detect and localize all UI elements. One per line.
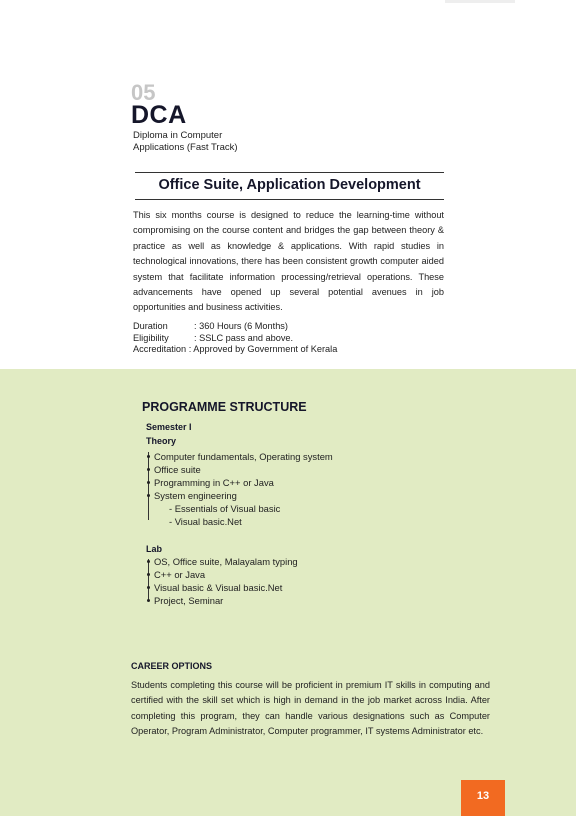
lab-item-text: Project, Seminar (154, 595, 224, 606)
theory-heading: Theory (146, 436, 177, 446)
semester-label: Semester I (146, 422, 192, 432)
detail-label: Accreditation (133, 344, 187, 354)
lab-item (154, 582, 282, 593)
detail-accreditation (133, 344, 337, 356)
title-bottom-rule (135, 199, 444, 200)
bullet-dot-icon (147, 599, 150, 602)
theory-item-text: Computer fundamentals, Operating system (154, 451, 333, 462)
bullet-dot-icon (147, 560, 150, 563)
theory-item-text: Office suite (154, 464, 201, 475)
theory-item (154, 490, 237, 501)
theory-item (154, 477, 274, 488)
detail-value: : Approved by Government of Kerala (188, 344, 338, 354)
course-number: 05 (131, 80, 156, 105)
bullet-dot-icon (147, 468, 150, 471)
lab-timeline-line (148, 559, 149, 601)
lab-item (154, 569, 205, 580)
lab-item (154, 556, 298, 567)
career-options-heading: CAREER OPTIONS (131, 661, 213, 671)
theory-item (154, 464, 201, 475)
detail-value: : SSLC pass and above. (194, 332, 294, 343)
course-title: Office Suite, Application Development (158, 177, 421, 193)
theory-timeline-line (148, 452, 149, 520)
course-description: This six months course is designed to reduce the learning-time without compromising on the course content and bridges the gap between theory & practice as well as knowledge & applications. With rapid studies in technological innovations, there has been consistent growth computer aided system that facilitate information processing/retrieval operations. These advancements have opened up several potential avenues in job opportunities and business activities. (133, 210, 444, 313)
programme-panel (0, 369, 576, 816)
bullet-dot-icon (147, 494, 150, 497)
theory-sub-item: - Visual basic.Net (169, 516, 242, 527)
theory-item-text: System engineering (154, 490, 237, 501)
theory-item (154, 451, 333, 462)
lab-item-text: Visual basic & Visual basic.Net (154, 582, 283, 593)
page-number: 13 (476, 790, 490, 802)
title-top-rule (135, 172, 444, 173)
theory-item-text: Programming in C++ or Java (154, 477, 274, 488)
programme-structure-heading: PROGRAMME STRUCTURE (142, 400, 307, 414)
detail-label: Duration (133, 321, 168, 331)
lab-item-text: OS, Office suite, Malayalam typing (154, 556, 298, 567)
bullet-dot-icon (147, 455, 150, 458)
detail-value: : 360 Hours (6 Months) (194, 321, 288, 331)
bullet-dot-icon (147, 586, 150, 589)
page-number-badge (461, 780, 505, 816)
detail-duration (133, 321, 337, 333)
course-code: DCA (131, 101, 187, 129)
lab-heading: Lab (146, 544, 163, 554)
lab-item (154, 595, 223, 606)
career-options-text: Students completing this course will be proficient in premium IT skills in computing and certified with the skill set which is high in demand in the job market across India. After completing this program, they can handle various designations such as Computer Operator, Program Administrator, Computer programmer, IT systems Administrator etc. (131, 680, 490, 737)
bullet-dot-icon (147, 481, 150, 484)
detail-eligibility (133, 333, 337, 345)
lab-item-text: C++ or Java (154, 569, 206, 580)
corner-mark (445, 0, 515, 3)
course-full-name: Diploma in Computer Applications (Fast Track) (133, 130, 238, 153)
theory-sub-item: - Essentials of Visual basic (169, 503, 281, 514)
bullet-dot-icon (147, 573, 150, 576)
course-details (133, 321, 337, 356)
course-header-section (0, 0, 576, 369)
detail-label: Eligibility (133, 332, 169, 343)
